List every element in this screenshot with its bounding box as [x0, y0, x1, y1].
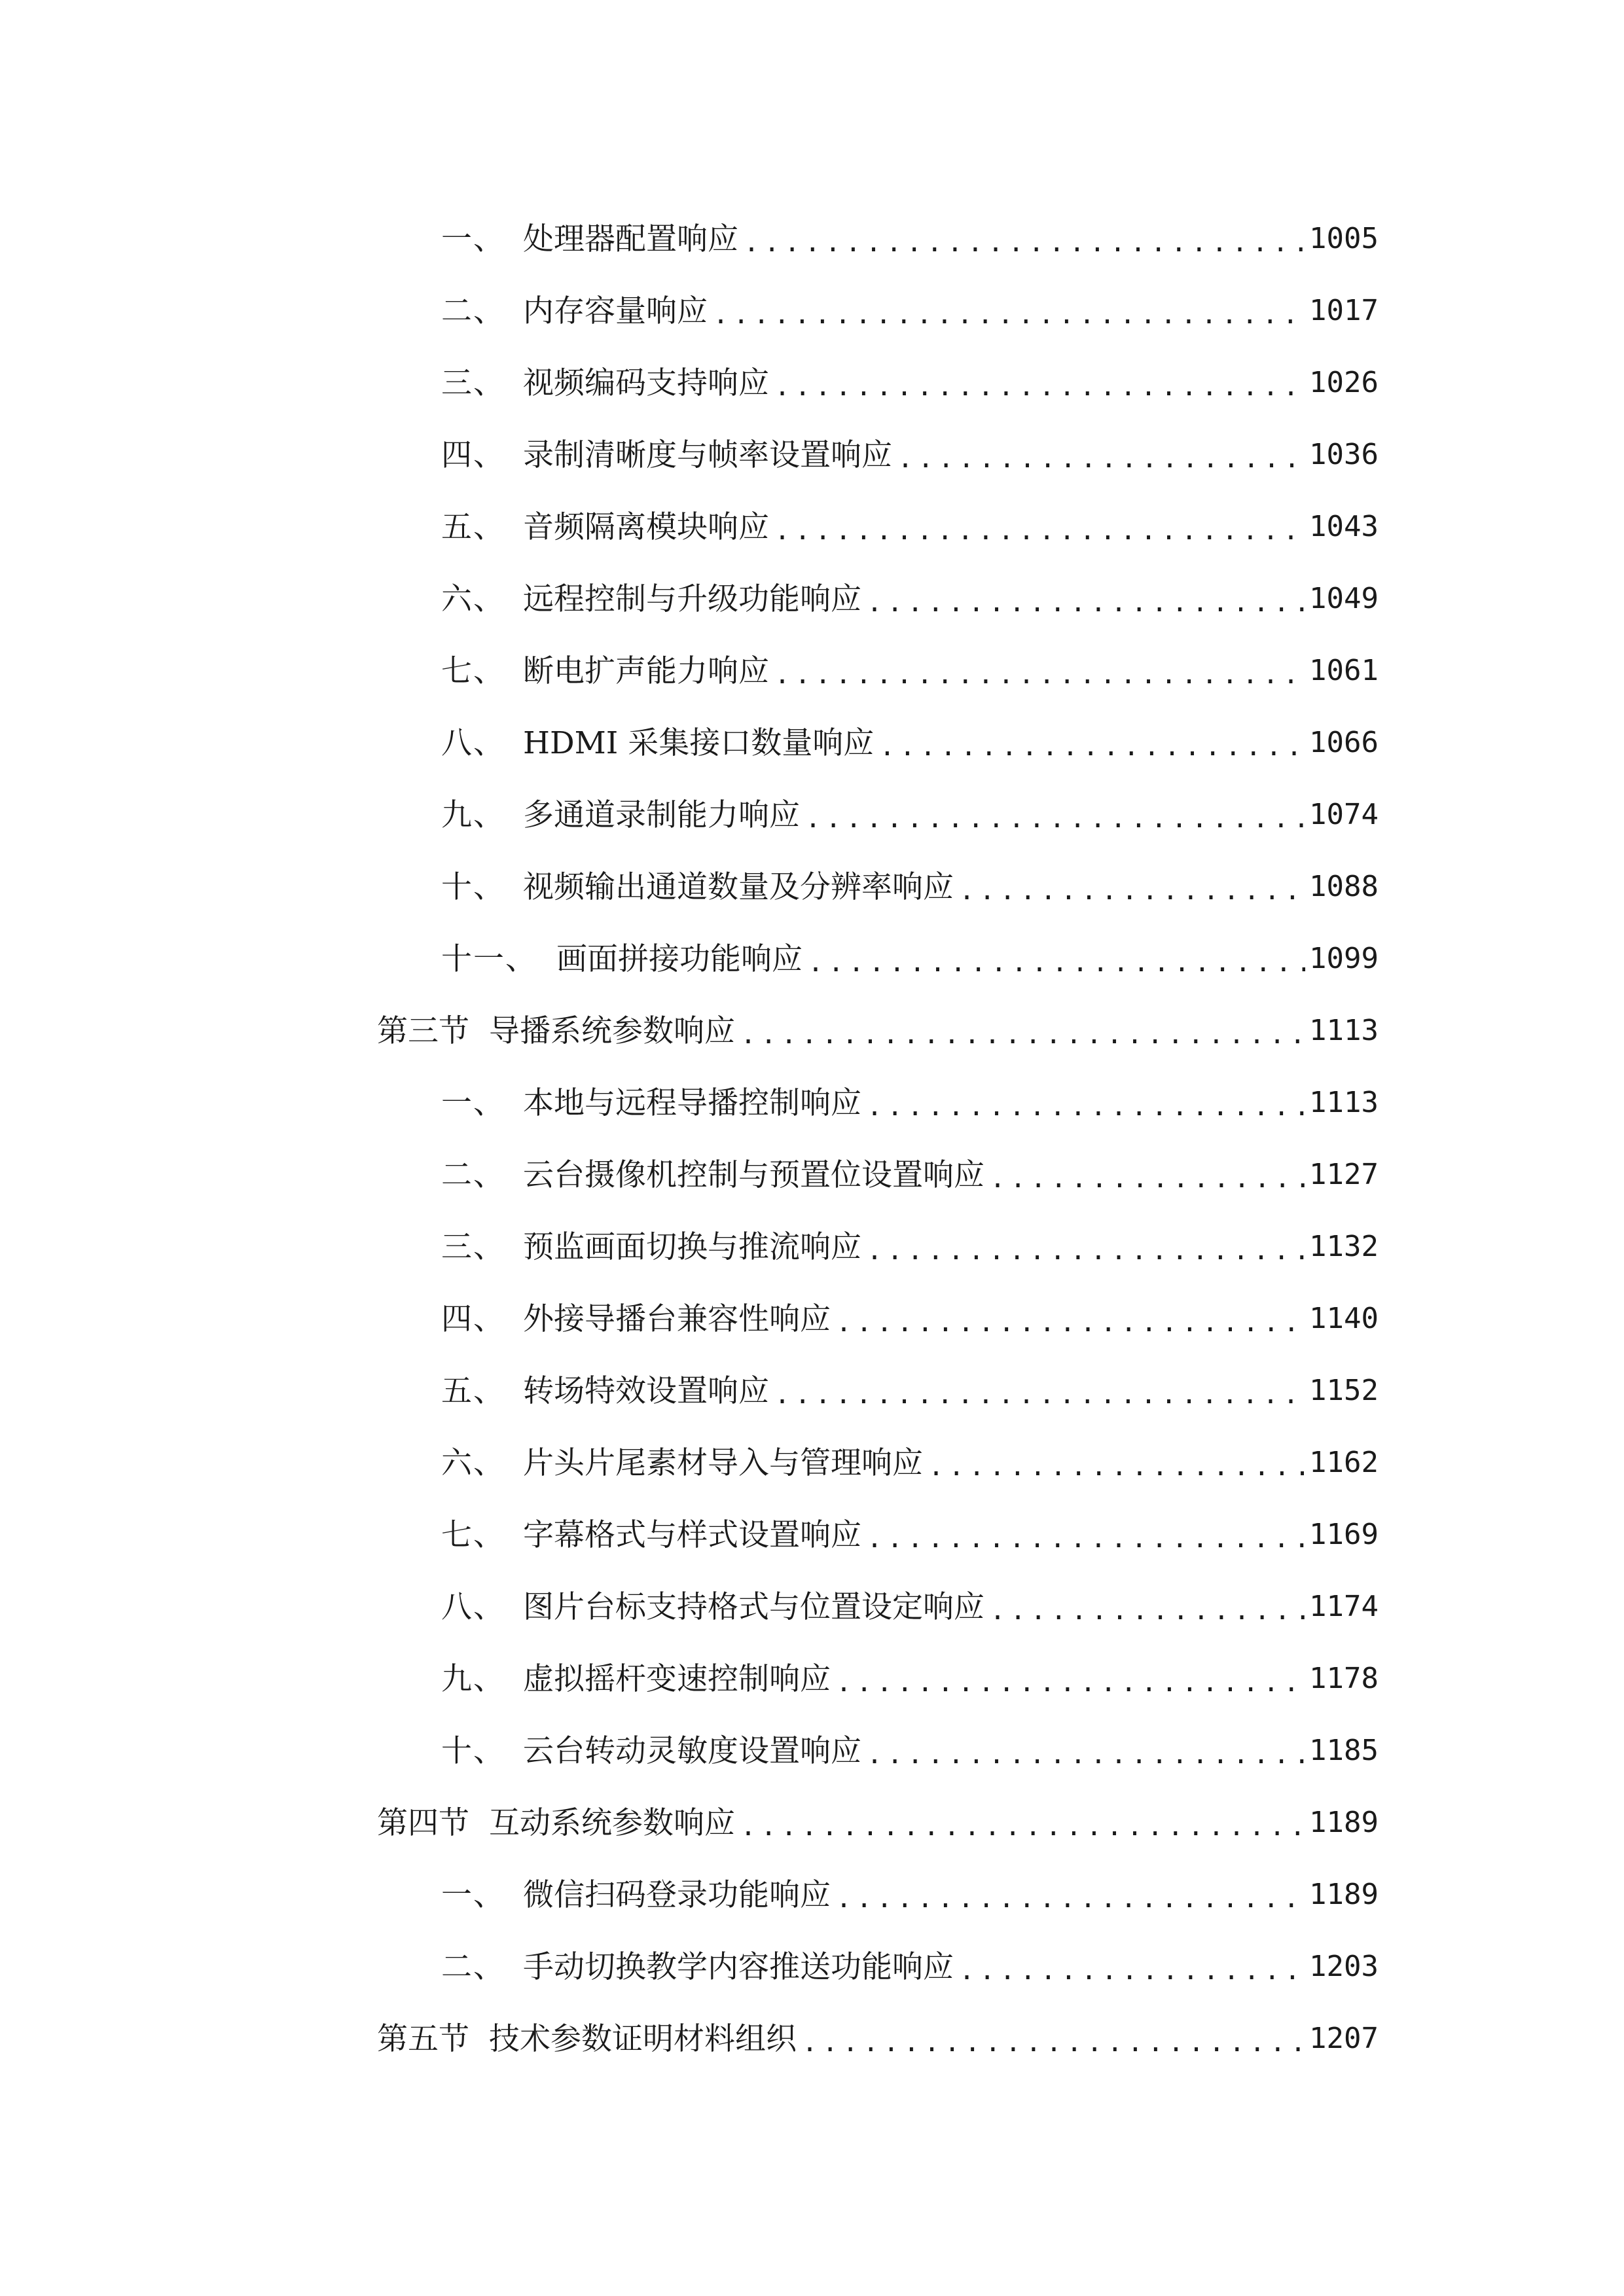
toc-entry-title: 画面拼接功能响应 [556, 941, 803, 977]
toc-entry-number: 三、 [441, 1229, 505, 1265]
toc-section-number: 第四节 [377, 1804, 469, 1841]
dot-leader [990, 1166, 1305, 1192]
toc-entry-page: 1132 [1309, 1230, 1379, 1263]
toc-entry-page: 1036 [1309, 438, 1379, 471]
toc-entry-page: 1061 [1309, 654, 1379, 687]
toc-entry-page: 1026 [1309, 366, 1379, 399]
toc-section[interactable] [377, 2003, 1379, 2075]
dot-leader [990, 1598, 1305, 1624]
toc-entry[interactable] [377, 347, 1379, 419]
dot-leader [774, 374, 1305, 400]
toc-entry[interactable] [377, 1067, 1379, 1139]
dot-leader [867, 1526, 1305, 1552]
toc-entry[interactable] [377, 1571, 1379, 1643]
toc-entry-title: 录制清晰度与帧率设置响应 [523, 437, 892, 473]
toc-entry-number: 十一、 [441, 941, 537, 977]
dot-leader [808, 950, 1305, 976]
toc-entry[interactable] [377, 779, 1379, 851]
dot-leader [836, 1310, 1305, 1336]
toc-entry[interactable] [377, 1643, 1379, 1715]
toc-entry-page: 1174 [1309, 1590, 1379, 1623]
toc-section-title: 导播系统参数响应 [489, 1013, 735, 1049]
toc-entry-title: 外接导播台兼容性响应 [523, 1300, 831, 1337]
dot-leader [805, 806, 1305, 832]
toc-entry-number: 八、 [441, 725, 505, 761]
toc-entry-page: 1185 [1309, 1734, 1379, 1767]
dot-leader [867, 1094, 1305, 1120]
toc-entry-title: 处理器配置响应 [523, 221, 738, 257]
dot-leader [836, 1886, 1305, 1912]
toc-entry-title: 云台转动灵敏度设置响应 [523, 1732, 861, 1769]
toc-entry-title: 云台摄像机控制与预置位设置响应 [523, 1157, 984, 1193]
dot-leader [897, 446, 1305, 472]
toc-entry-page: 1043 [1309, 510, 1379, 543]
toc-entry-title: 视频编码支持响应 [523, 365, 769, 401]
toc-entry[interactable] [377, 923, 1379, 995]
toc-entry-page: 1127 [1309, 1158, 1379, 1191]
dot-leader [744, 230, 1305, 256]
toc-entry-number: 二、 [441, 1948, 505, 1985]
toc-entry-title: 音频隔离模块响应 [523, 509, 769, 545]
toc-entry-title: 预监画面切换与推流响应 [523, 1229, 861, 1265]
toc-entry-title: 多通道录制能力响应 [523, 797, 800, 833]
toc-entry-title: 本地与远程导播控制响应 [523, 1085, 861, 1121]
dot-leader [740, 1814, 1305, 1840]
toc-entry-page: 1113 [1309, 1086, 1379, 1119]
toc-entry-number: 六、 [441, 581, 505, 617]
toc-entry[interactable] [377, 1715, 1379, 1787]
toc-entry-page: 1088 [1309, 870, 1379, 903]
dot-leader [928, 1454, 1305, 1480]
toc-section-page: 1113 [1309, 1014, 1379, 1047]
toc-section-title: 互动系统参数响应 [489, 1804, 735, 1841]
toc-entry[interactable] [377, 1211, 1379, 1283]
toc-entry-title: HDMI 采集接口数量响应 [523, 725, 875, 761]
dot-leader [836, 1670, 1305, 1696]
toc-entry-title: 断电扩声能力响应 [523, 653, 769, 689]
toc-entry[interactable] [377, 707, 1379, 779]
toc-entry-number: 十、 [441, 1732, 505, 1769]
dot-leader [713, 302, 1305, 328]
toc-entry[interactable] [377, 635, 1379, 707]
toc-entry-number: 九、 [441, 1660, 505, 1697]
toc-entry-number: 一、 [441, 221, 505, 257]
toc-entry-number: 二、 [441, 1157, 505, 1193]
toc-entry-page: 1005 [1309, 222, 1379, 255]
toc-entry-page: 1017 [1309, 294, 1379, 327]
toc-entry-title: 字幕格式与样式设置响应 [523, 1516, 861, 1553]
dot-leader [879, 734, 1305, 760]
toc-entry-page: 1099 [1309, 942, 1379, 975]
toc-entry[interactable] [377, 491, 1379, 563]
dot-leader [802, 2030, 1305, 2056]
toc-entry[interactable] [377, 1355, 1379, 1427]
toc-entry[interactable] [377, 419, 1379, 491]
toc-entry-number: 七、 [441, 653, 505, 689]
toc-entry-number: 八、 [441, 1588, 505, 1625]
toc-entry-number: 一、 [441, 1085, 505, 1121]
toc-entry[interactable] [377, 203, 1379, 275]
toc-entry-page: 1152 [1309, 1374, 1379, 1407]
toc-entry[interactable] [377, 1427, 1379, 1499]
toc-entry-page: 1049 [1309, 582, 1379, 615]
dot-leader [959, 878, 1305, 904]
toc-entry-page: 1189 [1309, 1878, 1379, 1911]
toc-entry-number: 七、 [441, 1516, 505, 1553]
toc-entry-number: 五、 [441, 509, 505, 545]
toc-entry[interactable] [377, 851, 1379, 923]
toc-section-number: 第三节 [377, 1013, 469, 1049]
toc-entry-title: 手动切换教学内容推送功能响应 [523, 1948, 954, 1985]
toc-entry-page: 1178 [1309, 1662, 1379, 1695]
toc-entry-page: 1203 [1309, 1950, 1379, 1983]
dot-leader [867, 590, 1305, 616]
toc-section-title: 技术参数证明材料组织 [489, 2020, 797, 2057]
toc-entry-page: 1169 [1309, 1518, 1379, 1551]
dot-leader [867, 1742, 1305, 1768]
toc-entry-number: 九、 [441, 797, 505, 833]
toc-entry-number: 六、 [441, 1444, 505, 1481]
toc-section-number: 第五节 [377, 2020, 469, 2057]
toc-section[interactable] [377, 1787, 1379, 1859]
toc-section-page: 1189 [1309, 1806, 1379, 1839]
toc-entry-title: 虚拟摇杆变速控制响应 [523, 1660, 831, 1697]
toc-section[interactable] [377, 995, 1379, 1067]
toc-entry-title: 图片台标支持格式与位置设定响应 [523, 1588, 984, 1625]
dot-leader [774, 518, 1305, 544]
toc-entry[interactable] [377, 1283, 1379, 1355]
toc-entry-page: 1066 [1309, 726, 1379, 759]
toc-entry-title: 转场特效设置响应 [523, 1372, 769, 1409]
toc-entry-number: 五、 [441, 1372, 505, 1409]
toc-entry-number: 四、 [441, 1300, 505, 1337]
toc-entry-number: 一、 [441, 1876, 505, 1913]
toc-entry-page: 1162 [1309, 1446, 1379, 1479]
toc-entry[interactable] [377, 563, 1379, 635]
toc-entry-page: 1074 [1309, 798, 1379, 831]
dot-leader [959, 1958, 1305, 1984]
toc-entry-title: 远程控制与升级功能响应 [523, 581, 861, 617]
toc-entry[interactable] [377, 1499, 1379, 1571]
toc-entry-number: 十、 [441, 869, 505, 905]
toc-entry[interactable] [377, 1859, 1379, 1931]
dot-leader [740, 1022, 1305, 1048]
toc-entry-title: 视频输出通道数量及分辨率响应 [523, 869, 954, 905]
dot-leader [774, 1382, 1305, 1408]
dot-leader [867, 1238, 1305, 1264]
toc-entry[interactable] [377, 275, 1379, 347]
toc-entry-title: 片头片尾素材导入与管理响应 [523, 1444, 923, 1481]
toc-entry-number: 三、 [441, 365, 505, 401]
toc-entry[interactable] [377, 1931, 1379, 2003]
toc-entry-title: 微信扫码登录功能响应 [523, 1876, 831, 1913]
dot-leader [774, 662, 1305, 688]
table-of-contents [377, 203, 1379, 2075]
toc-entry-number: 二、 [441, 293, 505, 329]
toc-entry[interactable] [377, 1139, 1379, 1211]
toc-entry-page: 1140 [1309, 1302, 1379, 1335]
toc-entry-title: 内存容量响应 [523, 293, 708, 329]
toc-section-page: 1207 [1309, 2022, 1379, 2055]
toc-entry-number: 四、 [441, 437, 505, 473]
